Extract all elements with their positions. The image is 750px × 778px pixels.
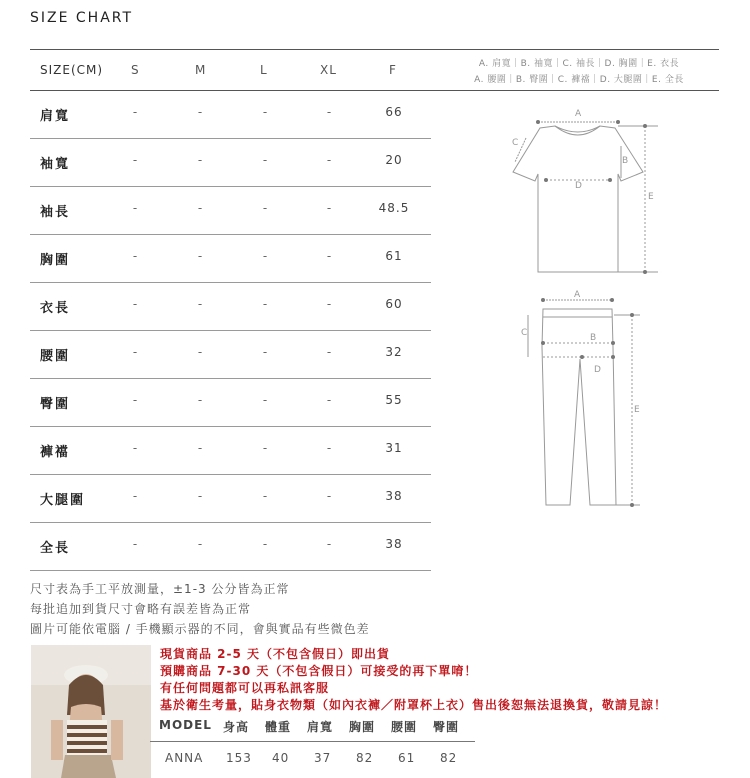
model-header-chest: 胸圍 [349,720,376,734]
table-cell: - [326,297,332,311]
table-cell: - [326,345,332,359]
table-cell: - [132,249,138,263]
shipping-instock: 現貨商品 2-5 天（不包含假日）即出貨 [160,647,391,661]
size-column-header: SIZE(CM) [40,63,104,77]
top-letter-a: A [575,109,582,119]
table-row [30,91,431,139]
table-cell: - [132,297,138,311]
bottom-letter-e: E [634,405,640,415]
size-header-s: S [131,63,140,77]
model-hip: 82 [440,751,458,765]
top-letter-c: C [512,138,519,148]
page-title: SIZE CHART [30,10,134,26]
row-label: 衣長 [40,301,71,316]
table-row [30,523,431,571]
table-cell: - [132,201,138,215]
table-cell: - [197,105,203,119]
shipping-contact: 有任何問題都可以再私訊客服 [160,681,330,695]
table-row [30,187,431,235]
model-photo [31,645,151,778]
table-cell: - [132,489,138,503]
table-cell-f: 60 [385,297,403,311]
table-cell: - [326,153,332,167]
table-cell-f: 38 [385,489,403,503]
table-cell: - [262,441,268,455]
table-cell: - [197,153,203,167]
table-cell: - [326,105,332,119]
model-name: ANNA [165,751,204,765]
bottom-garment-diagram [510,287,660,512]
model-header-model: MODEL [159,718,212,732]
row-label: 臀圍 [40,397,71,412]
table-cell: - [262,345,268,359]
table-cell-f: 32 [385,345,403,359]
legend-bottom-garment: A. 腰圍｜B. 臀圍｜C. 褲襠｜D. 大腿圍｜E. 全長 [474,75,684,85]
table-cell-f: 20 [385,153,403,167]
model-chest: 82 [356,751,374,765]
model-header-height: 身高 [223,720,250,734]
bottom-letter-a: A [574,290,581,300]
table-cell: - [197,201,203,215]
table-cell: - [132,105,138,119]
table-cell: - [326,441,332,455]
table-cell: - [132,537,138,551]
row-label: 胸圍 [40,253,71,268]
table-row [30,379,431,427]
bottom-letter-b: B [590,333,597,343]
table-row [30,235,431,283]
table-cell-f: 48.5 [378,201,410,215]
model-waist: 61 [398,751,416,765]
top-letter-b: B [622,156,629,166]
table-cell: - [197,345,203,359]
table-row [30,331,431,379]
table-cell: - [197,489,203,503]
shipping-hygiene: 基於衛生考量，貼身衣物類（如內衣褲／附罩杯上衣）售出後恕無法退換貨，敬請見諒！ [160,698,668,712]
row-label: 褲襠 [40,445,71,460]
table-cell: - [262,297,268,311]
table-cell: - [326,201,332,215]
bottom-letter-c: C [521,328,528,338]
table-row [30,283,431,331]
size-header-l: L [260,63,268,77]
note-measurement: 尺寸表為手工平放測量，±1-3 公分皆為正常 [30,582,290,596]
row-label: 肩寬 [40,109,71,124]
table-row [30,475,431,523]
table-top-border [30,49,719,50]
table-cell: - [262,393,268,407]
model-header-weight: 體重 [265,720,292,734]
top-letter-d: D [575,181,582,191]
top-letter-e: E [648,192,654,202]
table-cell: - [262,153,268,167]
table-row [30,139,431,187]
model-shoulder: 37 [314,751,332,765]
note-color: 圖片可能依電腦 / 手機顯示器的不同，會與實品有些微色差 [30,622,370,636]
table-cell: - [326,489,332,503]
table-cell: - [262,489,268,503]
model-height: 153 [226,751,252,765]
size-header-f: F [389,63,397,77]
table-cell-f: 31 [385,441,403,455]
model-table-divider [150,741,475,742]
note-batch: 每批追加到貨尺寸會略有誤差皆為正常 [30,602,252,616]
bottom-letter-d: D [594,365,601,375]
model-header-waist: 腰圍 [391,720,418,734]
table-cell: - [262,105,268,119]
table-cell: - [197,393,203,407]
shipping-preorder: 預購商品 7-30 天（不包含假日）可接受的再下單唷！ [160,664,478,678]
row-label: 袖長 [40,205,71,220]
table-cell: - [197,441,203,455]
table-cell-f: 55 [385,393,403,407]
table-cell: - [326,393,332,407]
table-cell: - [197,537,203,551]
model-weight: 40 [272,751,290,765]
table-cell: - [132,441,138,455]
table-cell-f: 66 [385,105,403,119]
table-cell-f: 61 [385,249,403,263]
model-header-shoulder: 肩寬 [307,720,334,734]
table-cell-f: 38 [385,537,403,551]
row-label: 大腿圍 [40,493,86,508]
size-header-xl: XL [320,63,337,77]
table-cell: - [262,201,268,215]
table-cell: - [197,249,203,263]
table-cell: - [262,537,268,551]
size-header-m: M [195,63,207,77]
row-label: 袖寬 [40,157,71,172]
table-cell: - [132,393,138,407]
row-label: 腰圍 [40,349,71,364]
top-garment-diagram [500,104,670,279]
table-cell: - [326,537,332,551]
table-cell: - [262,249,268,263]
table-row [30,427,431,475]
row-label: 全長 [40,541,71,556]
table-cell: - [132,153,138,167]
legend-top-garment: A. 肩寬｜B. 袖寬｜C. 袖長｜D. 胸圍｜E. 衣長 [478,59,680,69]
table-cell: - [132,345,138,359]
table-cell: - [197,297,203,311]
model-header-hip: 臀圍 [433,720,460,734]
table-cell: - [326,249,332,263]
